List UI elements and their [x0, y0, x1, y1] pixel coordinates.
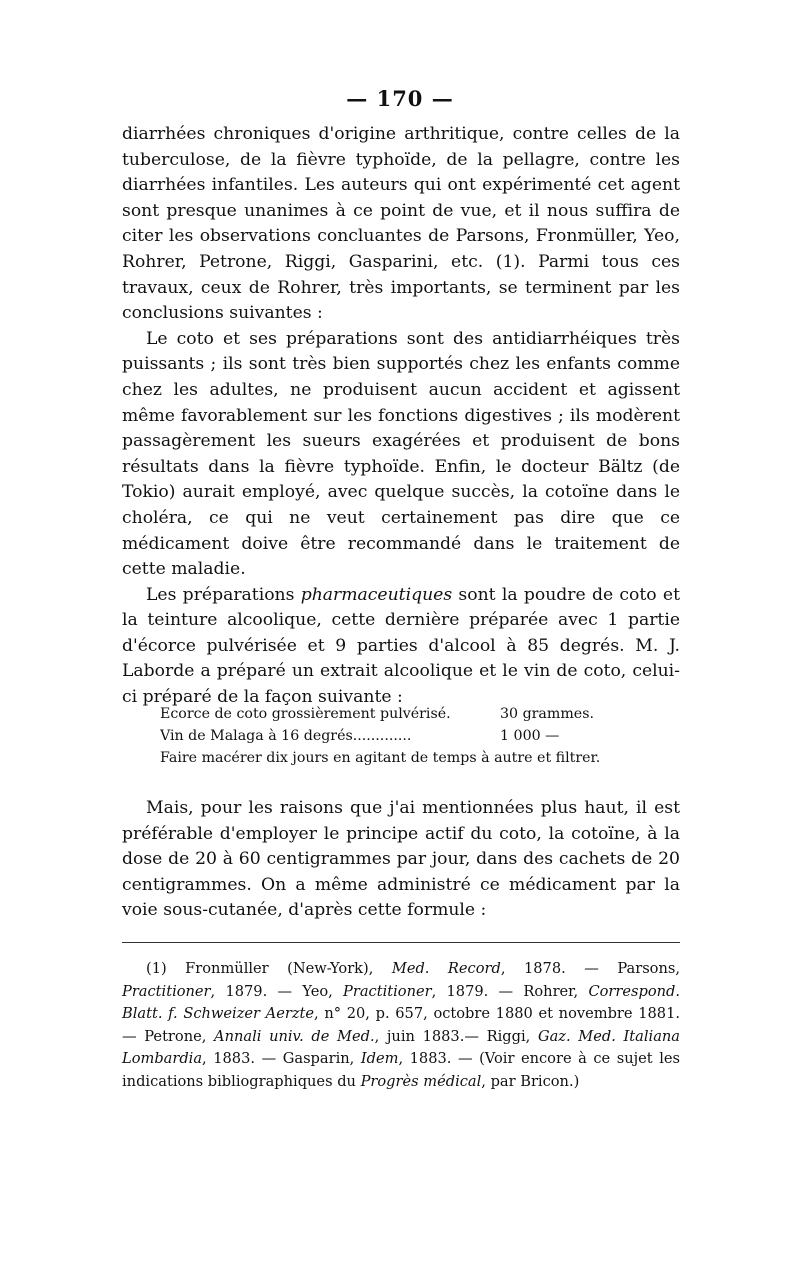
paragraph-2: Le coto et ses préparations sont des antidiarrhéiques très puissants ; ils sont très bien supportés chez les enfants comme chez les adultes, ne produisent aucun accident et agissent même favorablement sur les fonctions digestives ; ils modèrent passagèrement les sueurs exagérées et produisent de bons résultats dans la fièvre typhoïde. Enfin, le docteur Bältz (de Tokio) aurait employé, avec quelque succès, la cotoïne dans le choléra, ce qui ne veut certainement pas dire que ce médicament doive être recommandé dans le traitement de cette maladie.: [122, 328, 680, 580]
recipe-formula: [160, 703, 680, 769]
footnotes: [122, 958, 680, 1094]
recipe-row: [160, 703, 680, 725]
footnote-divider: [122, 942, 680, 943]
page-number: — 170 —: [346, 86, 454, 111]
main-text-upper: [122, 122, 680, 711]
recipe-row: [160, 725, 680, 747]
paragraph-4: Mais, pour les raisons que j'ai mentionnées plus haut, il est préférable d'employer le principe actif du coto, la cotoïne, à la dose de 20 à 60 centigrammes par jour, dans des cachets de 20 centigrammes. On a même administré ce médicament par la voie sous-cutanée, d'après cette formule :: [122, 798, 680, 921]
recipe-instruction: Faire macérer dix jours en agitant de temps à autre et filtrer.: [160, 750, 601, 766]
recipe-quantity: 1 000 —: [500, 728, 560, 744]
footnote-1: (1) Fronmüller (New-York), Med. Record, 1878. — Parsons, Practitioner, 1879. — Yeo, Practitioner, 1879. — Rohrer, Correspond. Blatt. f. Schweizer Aerzte, n° 20, p. 657, octobre 1880 et novembre 1881. — Petrone, Annali univ. de Med., juin 1883.— Riggi, Gaz. Med. Italiana Lombardia, 1883. — Gasparin, Idem, 1883. — (Voir encore à ce sujet les indications bibliographiques du Progrès médical, par Bricon.): [122, 960, 681, 1090]
paragraph-3: Les préparations pharmaceutiques sont la poudre de coto et la teinture alcoolique, cette dernière préparée avec 1 partie d'écorce pulvérisée et 9 parties d'alcool à 85 degrés. M. J. Laborde a préparé un extrait alcoolique et le vin de coto, celui-ci préparé de la façon suivante :: [122, 584, 680, 708]
paragraph-1: diarrhées chroniques d'origine arthritique, contre celles de la tuberculose, de la fièvre typhoïde, de la pellagre, contre les diarrhées infantiles. Les auteurs qui ont expérimenté cet agent sont presque unanimes à ce point de vue, et il nous suffira de citer les observations concluantes de Parsons, Fronmüller, Yeo, Rohrer, Petrone, Riggi, Gasparini, etc. (1). Parmi tous ces travaux, ceux de Rohrer, très importants, se terminent par les conclusions suivantes :: [122, 124, 680, 324]
recipe-ingredient: Vin de Malaga à 16 degrés.............: [160, 728, 412, 744]
recipe-quantity: 30 grammes.: [500, 706, 594, 722]
recipe-ingredient: Ecorce de coto grossièrement pulvérisé.: [160, 706, 451, 722]
italic-term: pharmaceutiques: [300, 584, 453, 605]
main-text-lower: [122, 796, 680, 924]
